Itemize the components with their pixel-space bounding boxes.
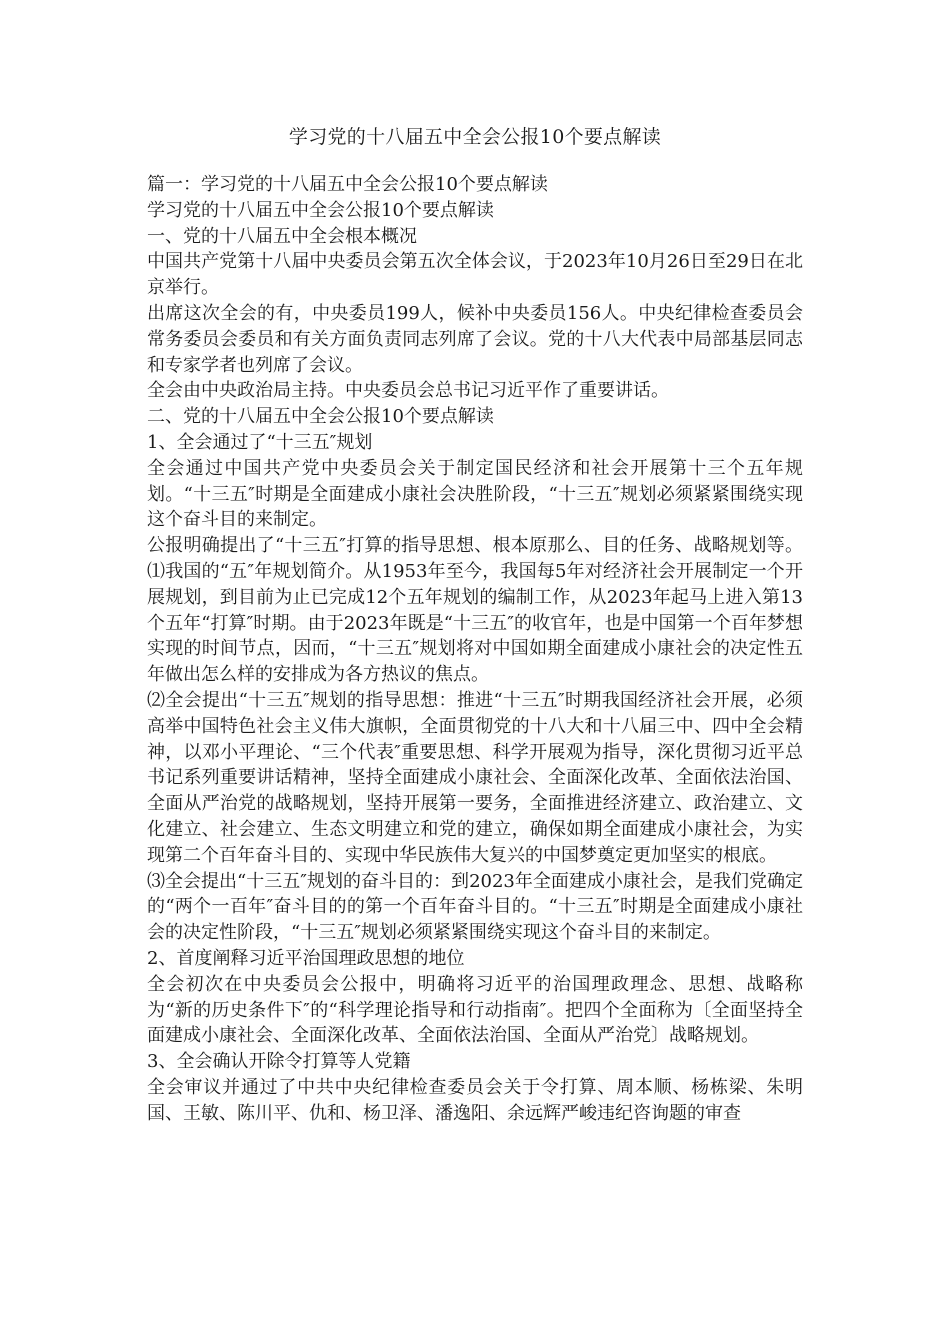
paragraph: 篇一：学习党的十八届五中全会公报10个要点解读 — [147, 174, 548, 195]
paragraph: ⑶全会提出“十三五″规划的奋斗目的：到2023年全面建成小康社会，是我们党确定的“两个一百年″奋斗目的的第一个百年奋斗目的。“十三五″时期是全面建成小康社会的决定性阶段，“十三五″规划必须紧紧围绕实现这个奋斗目的来制定。 — [147, 870, 803, 944]
paragraph: 全会通过中国共产党中央委员会关于制定国民经济和社会开展第十三个五年规划。“十三五″时期是全面建成小康社会决胜阶段，“十三五″规划必须紧紧围绕实现这个奋斗目的来制定。 — [147, 457, 803, 531]
paragraph: 二、党的十八届五中全会公报10个要点解读 — [147, 406, 494, 428]
paragraph: 全会初次在中央委员会公报中，明确将习近平的治国理政理念、思想、战略称为“新的历史条件下″的“科学理论指导和行动指南″。把四个全面称为〔全面坚持全面建成小康社会、全面深化改革、全面依法治国、全面从严治党〕战略规划。 — [147, 973, 803, 1047]
paragraph: 2、首度阐释习近平治国理政思想的地位 — [147, 947, 465, 969]
paragraph: 全会由中央政治局主持。中央委员会总书记习近平作了重要讲话。 — [147, 380, 669, 402]
document-title: 学习党的十八届五中全会公报10个要点解读 — [288, 126, 662, 148]
paragraph: 3、全会确认开除令打算等人党籍 — [147, 1051, 411, 1073]
paragraph: 公报明确提出了“十三五″打算的指导思想、根本原那么、目的任务、战略规划等。⑴我国的“五″年规划简介。从1953年至今，我国每5年对经济社会开展制定一个开展规划，到目前为止已完成12个五年规划的编制工作，从2023年起马上进入第13个五年“打算″时期。由于2023年既是“十三五″的收官年，也是中国第一个百年梦想实现的时间节点，因而，“十三五″规划将对中国如期全面建成小康社会的决定性五年做出怎么样的安排成为各方热议的焦点。 — [147, 535, 803, 686]
paragraph: 全会审议并通过了中共中央纪律检查委员会关于令打算、周本顺、杨栋梁、朱明国、王敏、陈川平、仇和、杨卫泽、潘逸阳、余远辉严峻违纪咨询题的审查 — [147, 1076, 803, 1124]
paragraph: 1、全会通过了“十三五″规划 — [147, 431, 373, 453]
paragraph: 中国共产党第十八届中央委员会第五次全体会议，于2023年10月26日至29日在北京举行。 — [147, 251, 803, 299]
paragraph: ⑵全会提出“十三五″规划的指导思想：推进“十三五″时期我国经济社会开展，必须高举中国特色社会主义伟大旗帜，全面贯彻党的十八大和十八届三中、四中全会精神，以邓小平理论、“三个代表″重要思想、科学开展观为指导，深化贯彻习近平总书记系列重要讲话精神，坚持全面建成小康社会、全面深化改革、全面依法治国、全面从严治党的战略规划，坚持开展第一要务，全面推进经济建立、政治建立、文化建立、社会建立、生态文明建立和党的建立，确保如期全面建成小康社会，为实现第二个百年奋斗目的、实现中华民族伟大复兴的中国梦奠定更加坚实的根底。 — [147, 689, 803, 866]
document-body — [147, 172, 803, 1126]
paragraph: 出席这次全会的有，中央委员199人，候补中央委员156人。中央纪律检查委员会常务委员会委员和有关方面负责同志列席了会议。党的十八大代表中局部基层同志和专家学者也列席了会议。 — [147, 302, 803, 376]
paragraph: 学习党的十八届五中全会公报10个要点解读 — [147, 199, 494, 221]
paragraph: 一、党的十八届五中全会根本概况 — [147, 225, 417, 247]
